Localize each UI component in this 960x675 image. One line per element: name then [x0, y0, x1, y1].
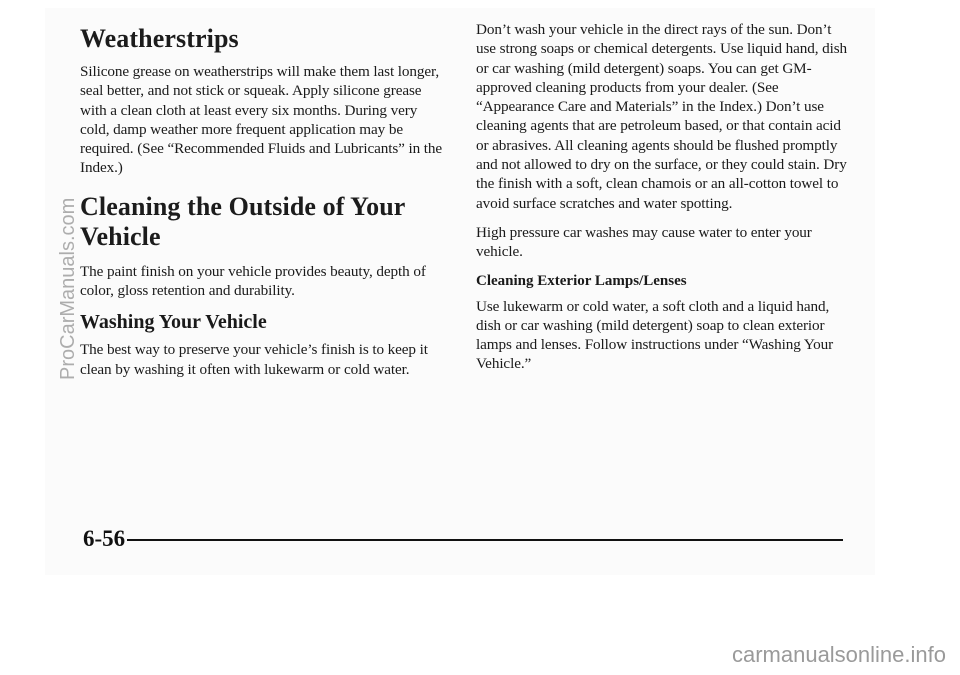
- washing-instructions-paragraph: Don’t wash your vehicle in the direct rays of the sun. Don’t use strong soaps or chemical detergents. Use liquid hand, dish or car washing (mild detergent) soaps. You can get GM-approved cleaning products from your dealer. (See “Appearance Care and Materials” in the Index.) Don’t use cleaning agents that are petroleum based, or that contain acid or abrasives. All cleaning agents should be flushed promptly and not allowed to dry on the surface, or they could stain. Dry the finish with a soft, clean chamois or an all-cotton towel to avoid surface scratches and water spotting.: [476, 21, 848, 212]
- washing-heading: Washing Your Vehicle: [80, 311, 267, 334]
- page-number: 6-56: [83, 526, 126, 551]
- lamps-paragraph: Use lukewarm or cold water, a soft cloth and a liquid hand, dish or car washing (mild detergent) soap to clean exterior lamps and lenses. Follow instructions under “Washing Your Vehicle.”: [476, 297, 834, 373]
- lamps-heading: Cleaning Exterior Lamps/Lenses: [476, 272, 687, 289]
- page-footer: [83, 524, 843, 554]
- side-watermark: ProCarManuals.com: [57, 197, 79, 380]
- high-pressure-paragraph: High pressure car washes may cause water to enter your vehicle.: [476, 223, 812, 261]
- cleaning-outside-paragraph: The paint finish on your vehicle provides beauty, depth of color, gloss retention and durability.: [80, 262, 426, 300]
- bottom-watermark: carmanualsonline.info: [731, 642, 946, 667]
- weatherstrips-heading: Weatherstrips: [80, 24, 239, 53]
- cleaning-outside-heading: Cleaning the Outside of Your Vehicle: [80, 191, 405, 251]
- footer-rule: [127, 539, 843, 541]
- right-column: [476, 20, 851, 374]
- left-column: [80, 24, 450, 379]
- washing-paragraph: The best way to preserve your vehicle’s finish is to keep it clean by washing it often with lukewarm or cold water.: [80, 341, 428, 378]
- weatherstrips-paragraph: Silicone grease on weatherstrips will make them last longer, seal better, and not stick or squeak. Apply silicone grease with a clean cloth at least every six months. During very cold, damp weather more frequent application may be required. (See “Recommended Fluids and Lubricants” in the Index.): [80, 63, 443, 177]
